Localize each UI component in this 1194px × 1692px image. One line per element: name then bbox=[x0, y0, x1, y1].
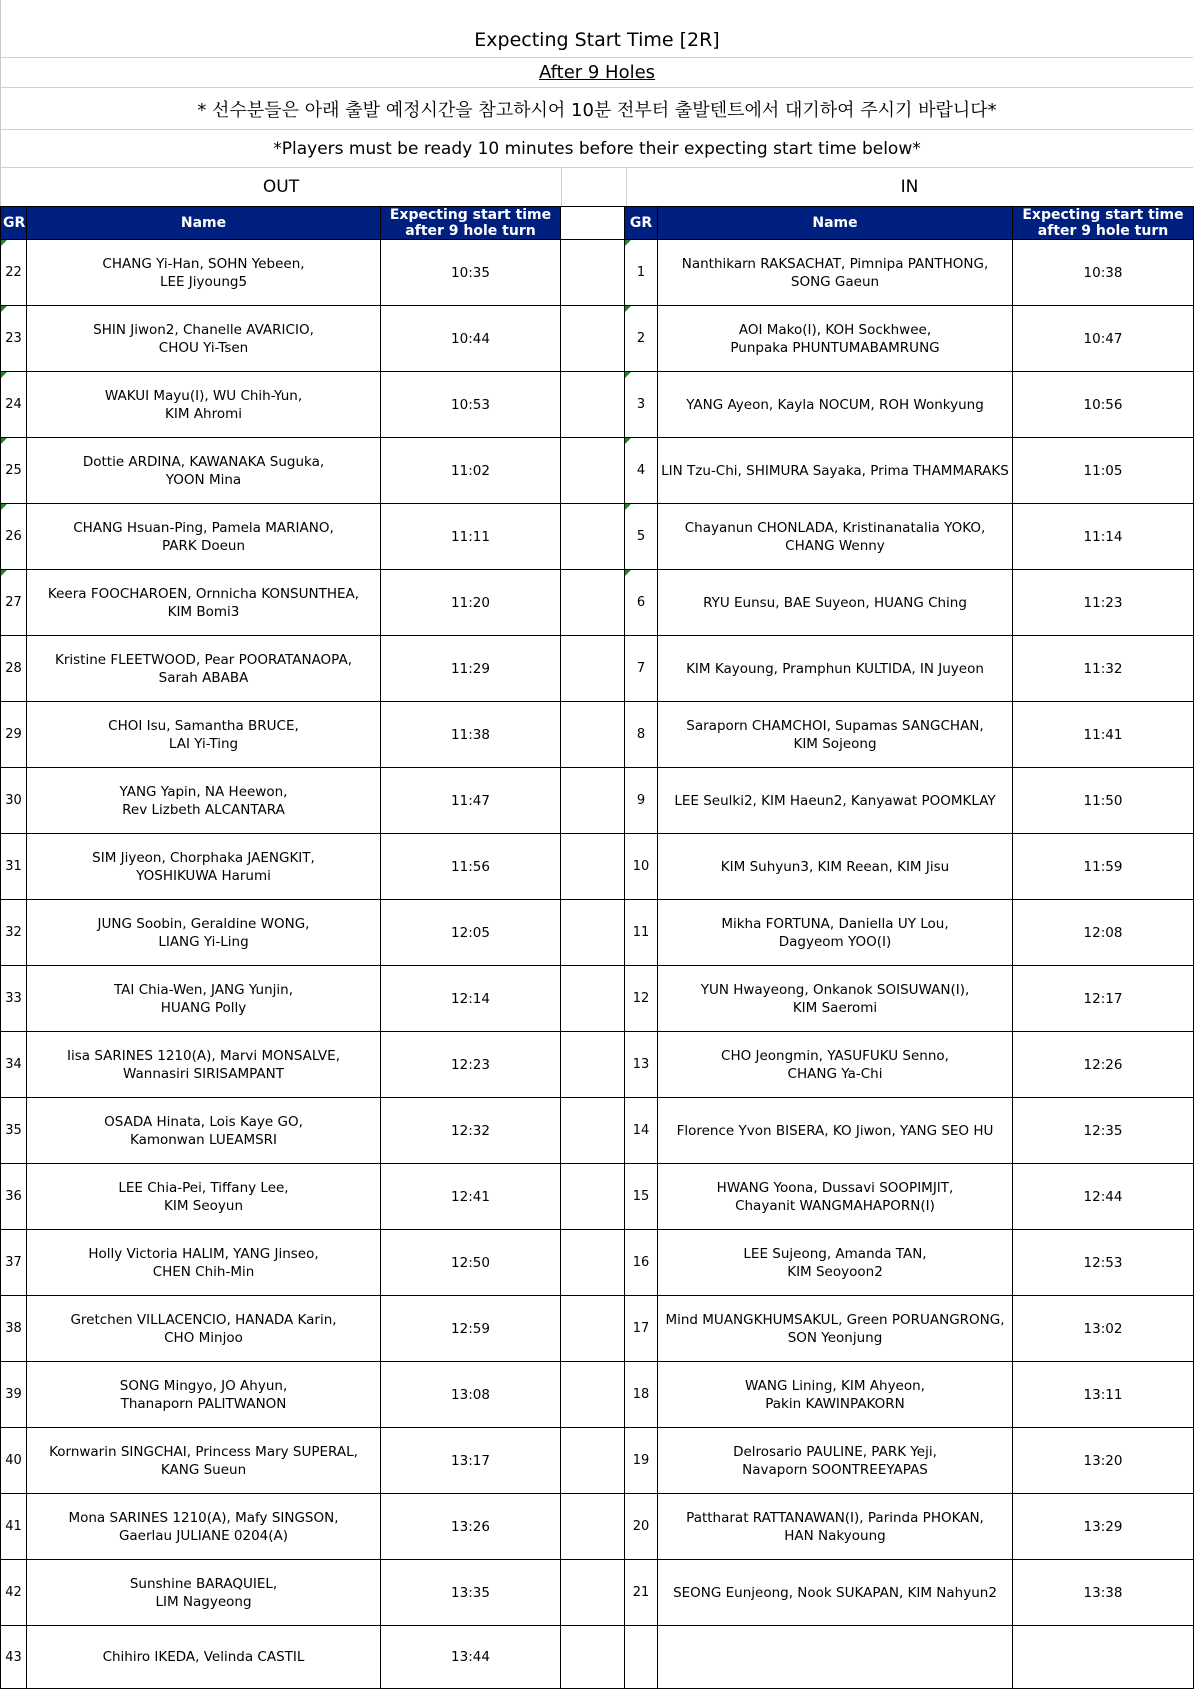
gap-cell bbox=[561, 240, 625, 306]
player-names-line1: Delrosario PAULINE, PARK Yeji, bbox=[733, 1443, 937, 1460]
out-group-number: 38 bbox=[1, 1296, 27, 1362]
in-start-time: 11:59 bbox=[1013, 834, 1194, 900]
in-player-names bbox=[658, 768, 1013, 834]
player-names-line2: KIM Seoyun bbox=[163, 1197, 243, 1214]
in-player-names bbox=[658, 834, 1013, 900]
player-names-line2: CHANG Wenny bbox=[785, 537, 885, 554]
player-names-line2: KIM Bomi3 bbox=[167, 603, 240, 620]
out-start-time: 11:56 bbox=[381, 834, 561, 900]
in-group-number: 14 bbox=[625, 1098, 658, 1164]
player-names-line1: Gretchen VILLACENCIO, HANADA Karin, bbox=[70, 1311, 337, 1328]
table-row bbox=[1, 702, 1194, 768]
in-player-names bbox=[658, 1428, 1013, 1494]
player-names-line1: Kornwarin SINGCHAI, Princess Mary SUPERAL, bbox=[49, 1443, 358, 1460]
player-names-line2: CHANG Ya-Chi bbox=[787, 1065, 883, 1082]
out-player-names bbox=[27, 438, 381, 504]
player-names-line2: LIANG Yi-Ling bbox=[158, 933, 249, 950]
in-player-names bbox=[658, 966, 1013, 1032]
out-start-time: 10:44 bbox=[381, 306, 561, 372]
in-group-number: 20 bbox=[625, 1494, 658, 1560]
out-group-number: 22 bbox=[1, 240, 27, 306]
in-label: IN bbox=[900, 177, 919, 197]
player-names-line2: Dagyeom YOO(I) bbox=[778, 933, 892, 950]
table-row bbox=[1, 1494, 1194, 1560]
player-names-line1: Sunshine BARAQUIEL, bbox=[129, 1575, 278, 1592]
in-start-time: 12:08 bbox=[1013, 900, 1194, 966]
player-names-line1: SHIN Jiwon2, Chanelle AVARICIO, bbox=[93, 321, 314, 338]
in-player-names bbox=[658, 900, 1013, 966]
out-group-number: 40 bbox=[1, 1428, 27, 1494]
player-names-line1: Mona SARINES 1210(A), Mafy SINGSON, bbox=[68, 1509, 339, 1526]
in-start-time: 13:38 bbox=[1013, 1560, 1194, 1626]
player-names-line2: YOSHIKUWA Harumi bbox=[136, 867, 271, 884]
player-names-line1: TAI Chia-Wen, JANG Yunjin, bbox=[113, 981, 294, 998]
player-names-line2: KANG Sueun bbox=[160, 1461, 247, 1478]
in-player-names bbox=[658, 1098, 1013, 1164]
out-group-number: 34 bbox=[1, 1032, 27, 1098]
in-group-number: 4 bbox=[625, 438, 658, 504]
out-group-number: 24 bbox=[1, 372, 27, 438]
in-player-names bbox=[658, 1494, 1013, 1560]
out-group-number: 29 bbox=[1, 702, 27, 768]
gap-cell bbox=[561, 636, 625, 702]
table-row bbox=[1, 306, 1194, 372]
player-names-line1: KIM Kayoung, Pramphun KULTIDA, IN Juyeon bbox=[686, 660, 984, 677]
player-names-line2: Punpaka PHUNTUMABAMRUNG bbox=[730, 339, 940, 356]
in-gr-header: GR bbox=[625, 207, 658, 240]
player-names-line1: LEE Seulki2, KIM Haeun2, Kanyawat POOMKLAY bbox=[674, 792, 996, 809]
player-names-line2: LAI Yi-Ting bbox=[168, 735, 239, 752]
out-player-names bbox=[27, 306, 381, 372]
player-names-line1: YANG Yapin, NA Heewon, bbox=[119, 783, 288, 800]
player-names-line1: Mikha FORTUNA, Daniella UY Lou, bbox=[721, 915, 949, 932]
player-names-line1: CHANG Hsuan-Ping, Pamela MARIANO, bbox=[73, 519, 334, 536]
player-names-line1: Pattharat RATTANAWAN(I), Parinda PHOKAN, bbox=[686, 1509, 984, 1526]
player-names-line1: Chayanun CHONLADA, Kristinanatalia YOKO, bbox=[684, 519, 986, 536]
in-time-header: Expecting start time after 9 hole turn bbox=[1013, 207, 1194, 240]
player-names-line1: YANG Ayeon, Kayla NOCUM, ROH Wonkyung bbox=[686, 396, 984, 413]
player-names-line2: Rev Lizbeth ALCANTARA bbox=[122, 801, 285, 818]
in-player-names bbox=[658, 504, 1013, 570]
gap-cell bbox=[561, 504, 625, 570]
out-group-number: 30 bbox=[1, 768, 27, 834]
in-group-number: 13 bbox=[625, 1032, 658, 1098]
out-group-number: 39 bbox=[1, 1362, 27, 1428]
player-names-line2: Kamonwan LUEAMSRI bbox=[129, 1131, 278, 1148]
in-start-time: 12:17 bbox=[1013, 966, 1194, 1032]
player-names-line1: Dottie ARDINA, KAWANAKA Suguka, bbox=[82, 453, 325, 470]
table-body bbox=[1, 240, 1194, 1689]
player-names-line2: Thanaporn PALITWANON bbox=[120, 1395, 287, 1412]
player-names-line1: SONG Mingyo, JO Ahyun, bbox=[119, 1377, 288, 1394]
table-row bbox=[1, 1362, 1194, 1428]
player-names-line1: CHOI Isu, Samantha BRUCE, bbox=[108, 717, 299, 734]
table-row bbox=[1, 1164, 1194, 1230]
gap-cell bbox=[561, 1098, 625, 1164]
out-group-number: 41 bbox=[1, 1494, 27, 1560]
out-player-names bbox=[27, 504, 381, 570]
out-player-names bbox=[27, 834, 381, 900]
player-names-line1: Iisa SARINES 1210(A), Marvi MONSALVE, bbox=[67, 1047, 340, 1064]
in-start-time: 10:38 bbox=[1013, 240, 1194, 306]
out-player-names bbox=[27, 1296, 381, 1362]
player-names-line1: Nanthikarn RAKSACHAT, Pimnipa PANTHONG, bbox=[681, 255, 989, 272]
in-group-number bbox=[625, 1626, 658, 1689]
out-start-time: 12:23 bbox=[381, 1032, 561, 1098]
gap-cell bbox=[561, 1494, 625, 1560]
out-time-header: Expecting start time after 9 hole turn bbox=[381, 207, 561, 240]
player-names-line2: Wannasiri SIRISAMPANT bbox=[123, 1065, 284, 1082]
out-start-time: 13:35 bbox=[381, 1560, 561, 1626]
gap-cell bbox=[561, 306, 625, 372]
out-gr-header: GR bbox=[1, 207, 27, 240]
out-player-names bbox=[27, 240, 381, 306]
out-player-names bbox=[27, 1032, 381, 1098]
gap-cell bbox=[561, 438, 625, 504]
in-group-number: 17 bbox=[625, 1296, 658, 1362]
gap-divider bbox=[561, 168, 627, 206]
in-player-names bbox=[658, 1626, 1013, 1689]
player-names-line2: CHO Minjoo bbox=[164, 1329, 243, 1346]
in-group-number: 11 bbox=[625, 900, 658, 966]
gap-cell bbox=[561, 966, 625, 1032]
table-row bbox=[1, 834, 1194, 900]
player-names-line1: RYU Eunsu, BAE Suyeon, HUANG Ching bbox=[703, 594, 967, 611]
out-group-number: 35 bbox=[1, 1098, 27, 1164]
player-names-line1: CHO Jeongmin, YASUFUKU Senno, bbox=[721, 1047, 949, 1064]
in-start-time: 13:02 bbox=[1013, 1296, 1194, 1362]
in-name-header: Name bbox=[658, 207, 1013, 240]
in-player-names bbox=[658, 1362, 1013, 1428]
player-names-line1: AOI Mako(I), KOH Sockhwee, bbox=[738, 321, 932, 338]
in-player-names bbox=[658, 1164, 1013, 1230]
in-group-number: 21 bbox=[625, 1560, 658, 1626]
in-group-number: 3 bbox=[625, 372, 658, 438]
player-names-line1: Saraporn CHAMCHOI, Supamas SANGCHAN, bbox=[686, 717, 984, 734]
in-start-time: 13:11 bbox=[1013, 1362, 1194, 1428]
out-group-number: 31 bbox=[1, 834, 27, 900]
gap-cell bbox=[561, 1428, 625, 1494]
in-group-number: 15 bbox=[625, 1164, 658, 1230]
in-group-number: 18 bbox=[625, 1362, 658, 1428]
player-names-line1: SEONG Eunjeong, Nook SUKAPAN, KIM Nahyun2 bbox=[673, 1584, 997, 1601]
out-start-time: 12:59 bbox=[381, 1296, 561, 1362]
out-player-names bbox=[27, 372, 381, 438]
out-start-time: 11:02 bbox=[381, 438, 561, 504]
in-group-number: 19 bbox=[625, 1428, 658, 1494]
out-group-number: 28 bbox=[1, 636, 27, 702]
out-start-time: 12:32 bbox=[381, 1098, 561, 1164]
out-player-names bbox=[27, 900, 381, 966]
gap-cell bbox=[561, 1230, 625, 1296]
out-group-number: 26 bbox=[1, 504, 27, 570]
player-names-line2: HUANG Polly bbox=[160, 999, 247, 1016]
player-names-line1: Keera FOOCHAROEN, Ornnicha KONSUNTHEA, bbox=[47, 585, 360, 602]
tee-time-table bbox=[0, 206, 1194, 1689]
player-names-line1: Holly Victoria HALIM, YANG Jinseo, bbox=[88, 1245, 319, 1262]
player-names-line1: JUNG Soobin, Geraldine WONG, bbox=[97, 915, 310, 932]
in-start-time: 12:53 bbox=[1013, 1230, 1194, 1296]
gap-cell bbox=[561, 570, 625, 636]
gap-cell bbox=[561, 1032, 625, 1098]
in-start-time: 13:29 bbox=[1013, 1494, 1194, 1560]
out-name-header: Name bbox=[27, 207, 381, 240]
out-start-time: 11:47 bbox=[381, 768, 561, 834]
player-names-line2: Navaporn SOONTREEYAPAS bbox=[742, 1461, 928, 1478]
in-player-names bbox=[658, 636, 1013, 702]
sheet-subtitle-row bbox=[0, 58, 1193, 88]
table-row bbox=[1, 372, 1194, 438]
gap-cell bbox=[561, 1626, 625, 1689]
out-group-number: 43 bbox=[1, 1626, 27, 1689]
out-player-names bbox=[27, 1626, 381, 1689]
out-player-names bbox=[27, 1230, 381, 1296]
tee-side-header bbox=[0, 168, 1193, 206]
player-names-line2: YOON Mina bbox=[165, 471, 242, 488]
out-start-time: 13:08 bbox=[381, 1362, 561, 1428]
table-row bbox=[1, 1032, 1194, 1098]
out-start-time: 11:11 bbox=[381, 504, 561, 570]
out-group-number: 27 bbox=[1, 570, 27, 636]
out-start-time: 10:53 bbox=[381, 372, 561, 438]
gap-cell bbox=[561, 1164, 625, 1230]
out-start-time: 12:50 bbox=[381, 1230, 561, 1296]
in-group-number: 9 bbox=[625, 768, 658, 834]
in-group-number: 8 bbox=[625, 702, 658, 768]
in-start-time: 12:44 bbox=[1013, 1164, 1194, 1230]
in-start-time: 12:35 bbox=[1013, 1098, 1194, 1164]
player-names-line2: PARK Doeun bbox=[161, 537, 246, 554]
player-names-line1: KIM Suhyun3, KIM Reean, KIM Jisu bbox=[720, 858, 950, 875]
gap-cell bbox=[561, 1362, 625, 1428]
player-names-line2: KIM Seoyoon2 bbox=[787, 1263, 883, 1280]
in-start-time: 11:50 bbox=[1013, 768, 1194, 834]
in-start-time: 13:20 bbox=[1013, 1428, 1194, 1494]
gap-cell bbox=[561, 768, 625, 834]
player-names-line2: KIM Ahromi bbox=[165, 405, 242, 422]
player-names-line1: LIN Tzu-Chi, SHIMURA Sayaka, Prima THAMMARAKS bbox=[661, 462, 1009, 479]
player-names-line2: Gaerlau JULIANE 0204(A) bbox=[118, 1527, 289, 1544]
in-group-number: 12 bbox=[625, 966, 658, 1032]
player-names-line2: KIM Sojeong bbox=[793, 735, 877, 752]
player-names-line2: CHEN Chih-Min bbox=[152, 1263, 255, 1280]
out-start-time: 11:38 bbox=[381, 702, 561, 768]
player-names-line1: Florence Yvon BISERA, KO Jiwon, YANG SEO HU bbox=[676, 1122, 994, 1139]
out-group-number: 23 bbox=[1, 306, 27, 372]
out-group-number: 42 bbox=[1, 1560, 27, 1626]
table-row bbox=[1, 1230, 1194, 1296]
out-player-names bbox=[27, 1362, 381, 1428]
player-names-line2: SONG Gaeun bbox=[790, 273, 880, 290]
gap-cell bbox=[561, 900, 625, 966]
in-start-time: 11:14 bbox=[1013, 504, 1194, 570]
player-names-line1: Kristine FLEETWOOD, Pear POORATANAOPA, bbox=[54, 651, 352, 668]
table-header-row bbox=[1, 207, 1194, 240]
out-start-time: 11:20 bbox=[381, 570, 561, 636]
table-row bbox=[1, 636, 1194, 702]
table-row bbox=[1, 1296, 1194, 1362]
table-row bbox=[1, 438, 1194, 504]
player-names-line1: HWANG Yoona, Dussavi SOOPIMJIT, bbox=[716, 1179, 954, 1196]
player-names-line1: YUN Hwayeong, Onkanok SOISUWAN(I), bbox=[700, 981, 970, 998]
in-group-number: 6 bbox=[625, 570, 658, 636]
gap-cell bbox=[561, 1560, 625, 1626]
player-names-line1: LEE Chia-Pei, Tiffany Lee, bbox=[118, 1179, 289, 1196]
in-player-names bbox=[658, 240, 1013, 306]
gap-cell bbox=[561, 834, 625, 900]
out-group-number: 32 bbox=[1, 900, 27, 966]
out-player-names bbox=[27, 1494, 381, 1560]
player-names-line2: KIM Saeromi bbox=[792, 999, 878, 1016]
out-player-names bbox=[27, 1164, 381, 1230]
out-player-names bbox=[27, 636, 381, 702]
out-group-number: 25 bbox=[1, 438, 27, 504]
table-row bbox=[1, 1626, 1194, 1689]
in-player-names bbox=[658, 1230, 1013, 1296]
in-group-number: 2 bbox=[625, 306, 658, 372]
in-start-time: 11:23 bbox=[1013, 570, 1194, 636]
notice-korean: * 선수분들은 아래 출발 예정시간을 참고하시어 10분 전부터 출발텐트에서 대기하여 주시기 바랍니다* bbox=[0, 88, 1193, 130]
out-start-time: 13:17 bbox=[381, 1428, 561, 1494]
in-player-names bbox=[658, 372, 1013, 438]
out-player-names bbox=[27, 1098, 381, 1164]
out-start-time: 13:44 bbox=[381, 1626, 561, 1689]
gap-cell bbox=[561, 702, 625, 768]
player-names-line2: SON Yeonjung bbox=[787, 1329, 883, 1346]
in-start-time: 11:05 bbox=[1013, 438, 1194, 504]
in-start-time: 10:47 bbox=[1013, 306, 1194, 372]
player-names-line1: OSADA Hinata, Lois Kaye GO, bbox=[104, 1113, 303, 1130]
out-player-names bbox=[27, 1560, 381, 1626]
player-names-line1: LEE Sujeong, Amanda TAN, bbox=[743, 1245, 927, 1262]
table-row bbox=[1, 768, 1194, 834]
in-group-number: 16 bbox=[625, 1230, 658, 1296]
player-names-line2: LEE Jiyoung5 bbox=[159, 273, 248, 290]
out-group-number: 37 bbox=[1, 1230, 27, 1296]
out-player-names bbox=[27, 768, 381, 834]
table-row bbox=[1, 1428, 1194, 1494]
player-names-line1: WAKUI Mayu(I), WU Chih-Yun, bbox=[104, 387, 303, 404]
in-player-names bbox=[658, 306, 1013, 372]
in-player-names bbox=[658, 438, 1013, 504]
out-player-names bbox=[27, 702, 381, 768]
sheet-title: Expecting Start Time [2R] bbox=[0, 0, 1193, 58]
player-names-line2: Chayanit WANGMAHAPORN(I) bbox=[735, 1197, 935, 1214]
table-row bbox=[1, 504, 1194, 570]
out-start-time: 10:35 bbox=[381, 240, 561, 306]
in-player-names bbox=[658, 570, 1013, 636]
player-names-line1: Chihiro IKEDA, Velinda CASTIL bbox=[102, 1649, 305, 1665]
out-group-number: 36 bbox=[1, 1164, 27, 1230]
table-row bbox=[1, 1098, 1194, 1164]
table-row bbox=[1, 240, 1194, 306]
player-names-line2: LIM Nagyeong bbox=[155, 1593, 252, 1610]
out-start-time: 11:29 bbox=[381, 636, 561, 702]
out-player-names bbox=[27, 966, 381, 1032]
in-group-number: 10 bbox=[625, 834, 658, 900]
player-names-line2: HAN Nakyoung bbox=[784, 1527, 886, 1544]
out-group-number: 33 bbox=[1, 966, 27, 1032]
in-group-number: 7 bbox=[625, 636, 658, 702]
in-player-names bbox=[658, 1560, 1013, 1626]
table-row bbox=[1, 1560, 1194, 1626]
in-start-time: 11:32 bbox=[1013, 636, 1194, 702]
table-row bbox=[1, 966, 1194, 1032]
out-start-time: 12:05 bbox=[381, 900, 561, 966]
table-row bbox=[1, 570, 1194, 636]
gap-cell bbox=[561, 372, 625, 438]
in-start-time: 12:26 bbox=[1013, 1032, 1194, 1098]
out-player-names bbox=[27, 1428, 381, 1494]
gap-header bbox=[561, 207, 625, 240]
in-start-time: 11:41 bbox=[1013, 702, 1194, 768]
player-names-line1: SIM Jiyeon, Chorphaka JAENGKIT, bbox=[92, 849, 315, 866]
out-start-time: 13:26 bbox=[381, 1494, 561, 1560]
notice-english: *Players must be ready 10 minutes before their expecting start time below* bbox=[0, 130, 1193, 168]
gap-cell bbox=[561, 1296, 625, 1362]
player-names-line1: CHANG Yi-Han, SOHN Yebeen, bbox=[102, 255, 305, 272]
out-player-names bbox=[27, 570, 381, 636]
player-names-line1: Mind MUANGKHUMSAKUL, Green PORUANGRONG, bbox=[665, 1311, 1005, 1328]
in-player-names bbox=[658, 702, 1013, 768]
player-names-line1: WANG Lining, KIM Ahyeon, bbox=[745, 1377, 925, 1394]
table-row bbox=[1, 900, 1194, 966]
player-names-line2: Sarah ABABA bbox=[158, 669, 249, 686]
in-group-number: 1 bbox=[625, 240, 658, 306]
in-player-names bbox=[658, 1032, 1013, 1098]
out-start-time: 12:14 bbox=[381, 966, 561, 1032]
in-player-names bbox=[658, 1296, 1013, 1362]
player-names-line2: CHOU Yi-Tsen bbox=[158, 339, 249, 356]
sheet-subtitle: After 9 Holes bbox=[538, 62, 656, 83]
player-names-line2: Pakin KAWINPAKORN bbox=[765, 1395, 905, 1412]
in-group-number: 5 bbox=[625, 504, 658, 570]
in-start-time bbox=[1013, 1626, 1194, 1689]
out-start-time: 12:41 bbox=[381, 1164, 561, 1230]
out-label: OUT bbox=[262, 177, 300, 197]
in-start-time: 10:56 bbox=[1013, 372, 1194, 438]
